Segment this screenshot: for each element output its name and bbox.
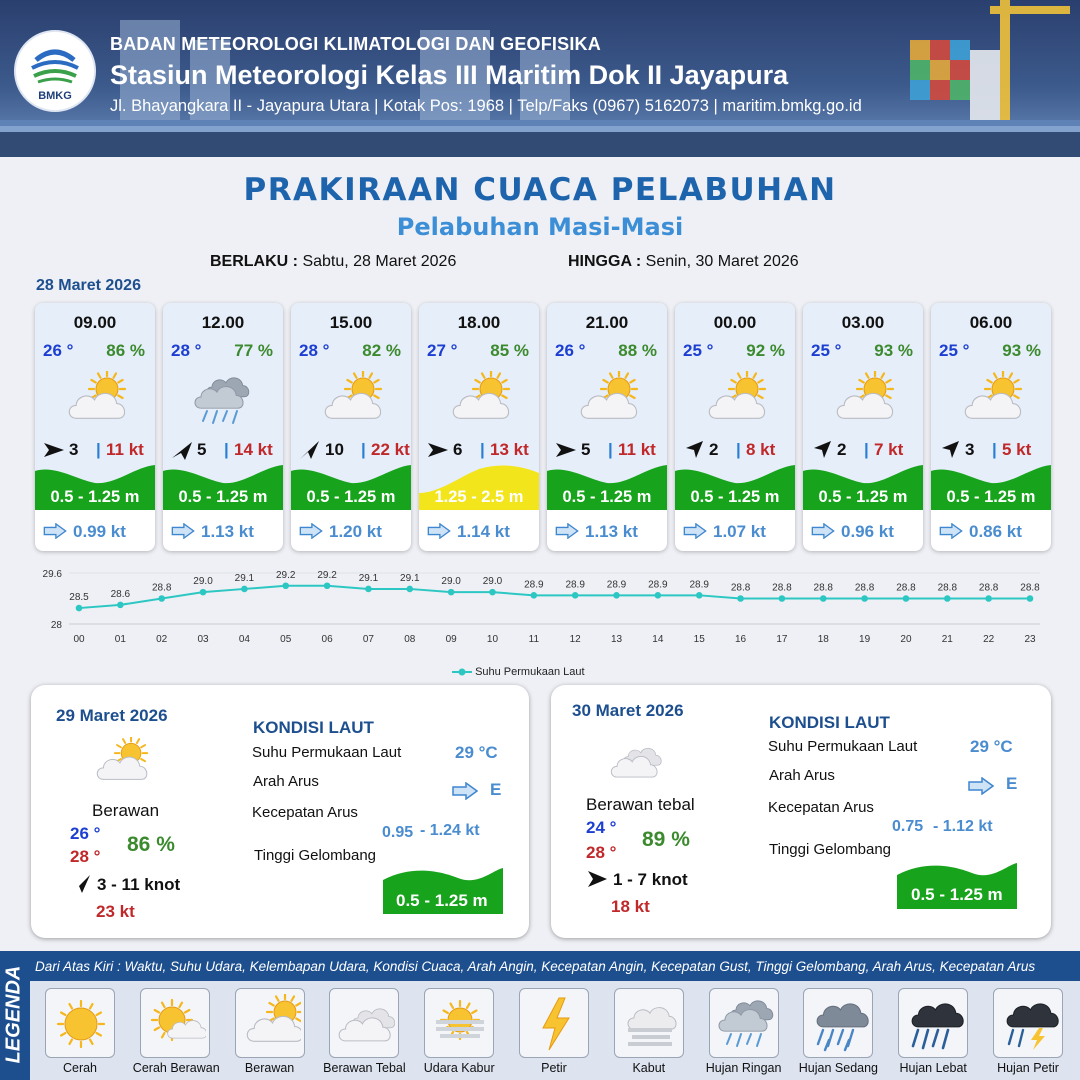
valid-to-value: Senin, 30 Maret 2026 xyxy=(645,253,799,270)
sea-condition-title: KONDISI LAUT xyxy=(769,713,890,732)
legend-item xyxy=(986,988,1070,1075)
current-direction-icon xyxy=(939,523,963,539)
legend-icon-box xyxy=(993,988,1063,1058)
legend-icon-box xyxy=(898,988,968,1058)
hujan-ringan-icon xyxy=(191,371,261,429)
current-speed: 1.20 kt xyxy=(329,522,382,541)
day-temp-max: 28 ° xyxy=(586,843,617,862)
data-point xyxy=(200,589,207,596)
legend-icon-box xyxy=(140,988,210,1058)
forecast-time: 03.00 xyxy=(841,313,885,332)
chart-legend xyxy=(452,666,585,678)
wind-separator: | xyxy=(361,440,366,459)
wave-height: 0.5 - 1.25 m xyxy=(562,488,652,506)
wind-separator: | xyxy=(736,440,741,459)
humidity: 88 % xyxy=(618,341,657,360)
x-tick-label: 09 xyxy=(445,634,457,645)
legend-item xyxy=(891,988,975,1075)
legend-panel xyxy=(0,951,1080,1080)
data-point xyxy=(572,592,579,599)
wind-direction-icon xyxy=(555,439,577,461)
berawan-icon xyxy=(831,371,901,429)
data-label: 28.8 xyxy=(730,582,751,594)
data-point xyxy=(737,595,744,602)
legend-item xyxy=(417,988,501,1075)
forecast-card-1500 xyxy=(291,303,411,551)
legend-item xyxy=(796,988,880,1075)
data-label: 28.9 xyxy=(606,579,627,591)
legend-label: Berawan Tebal xyxy=(323,1061,406,1075)
current-speed-min: 0.75 xyxy=(892,818,924,835)
wind-separator: | xyxy=(992,440,997,459)
x-tick-label: 17 xyxy=(776,634,788,645)
forecast-time: 06.00 xyxy=(969,313,1013,332)
legend-label: Udara Kabur xyxy=(423,1061,495,1075)
wind-direction-icon xyxy=(427,439,449,461)
legend-label: Hujan Sedang xyxy=(798,1061,878,1075)
wind-speed: 6 xyxy=(453,440,463,459)
legend-icon-box xyxy=(235,988,305,1058)
legend-item xyxy=(38,988,122,1075)
air-temperature: 25 ° xyxy=(939,341,970,360)
x-tick-label: 07 xyxy=(362,634,374,645)
current-direction-icon xyxy=(452,782,478,800)
sst-label: Suhu Permukaan Laut xyxy=(252,744,402,761)
day-condition: Berawan tebal xyxy=(586,795,695,814)
wind-separator: | xyxy=(864,440,869,459)
legend-label: Berawan xyxy=(244,1061,295,1075)
x-tick-label: 15 xyxy=(693,634,705,645)
wind-separator: | xyxy=(608,440,613,459)
wind-separator: | xyxy=(224,440,229,459)
wave-height: 0.5 - 1.25 m xyxy=(50,488,140,506)
x-tick-label: 06 xyxy=(321,634,333,645)
legend-item xyxy=(702,988,786,1075)
x-tick-label: 13 xyxy=(610,634,623,645)
data-point xyxy=(448,589,455,596)
data-point xyxy=(655,592,662,599)
legend-icon-box xyxy=(424,988,494,1058)
x-tick-label: 21 xyxy=(941,634,953,645)
hujan-petir-icon xyxy=(999,994,1059,1054)
gust-speed: 22 kt xyxy=(371,440,410,459)
forecast-card-0600 xyxy=(931,303,1051,551)
wind-direction-icon xyxy=(43,439,65,461)
day-temp-min: 24 ° xyxy=(586,818,617,837)
berawan-tebal-icon xyxy=(607,735,671,787)
forecast-card-0900 xyxy=(35,303,155,551)
day-temp-min: 26 ° xyxy=(70,824,101,843)
current-direction-icon xyxy=(811,523,835,539)
hujan-sedang-icon xyxy=(809,994,869,1054)
wind-speed: 2 xyxy=(709,440,719,459)
gust-speed: 14 kt xyxy=(234,440,273,459)
berawan-icon xyxy=(241,994,301,1054)
data-point xyxy=(282,582,289,589)
data-point xyxy=(489,589,496,596)
legend-item xyxy=(322,988,406,1075)
gust-speed: 5 kt xyxy=(1002,440,1032,459)
current-speed: 1.07 kt xyxy=(713,522,766,541)
sea-condition-title: KONDISI LAUT xyxy=(253,718,374,737)
air-temperature: 28 ° xyxy=(171,341,202,360)
x-tick-label: 02 xyxy=(156,634,168,645)
data-label: 28.9 xyxy=(648,579,668,591)
hujan-ringan-icon xyxy=(715,994,775,1054)
legend-icon-box xyxy=(709,988,779,1058)
humidity: 77 % xyxy=(234,341,273,360)
valid-from xyxy=(210,253,456,271)
current-dir-value: E xyxy=(1006,774,1018,793)
data-label: 28.9 xyxy=(689,579,709,591)
series-line xyxy=(79,586,1030,608)
hujan-lebat-icon xyxy=(904,994,964,1054)
forecast-time: 15.00 xyxy=(329,313,373,332)
forecast-card-1800 xyxy=(419,303,539,551)
data-point xyxy=(241,586,248,593)
data-label: 28.9 xyxy=(524,579,544,591)
current-speed-label: Kecepatan Arus xyxy=(252,804,358,821)
current-direction-icon xyxy=(968,777,994,795)
wind-speed: 10 xyxy=(325,440,344,459)
x-tick-label: 19 xyxy=(859,634,871,645)
station-address: Jl. Bhayangkara II - Jayapura Utara | Kotak Pos: 1968 | Telp/Faks (0967) 5162073 | maritim.bmkg.go.id xyxy=(110,97,862,115)
valid-to xyxy=(568,253,799,271)
kabut-icon xyxy=(620,994,680,1054)
legend-label: Petir xyxy=(541,1061,567,1075)
wind-direction-icon xyxy=(683,439,705,461)
forecast-time: 09.00 xyxy=(73,313,117,332)
gust-speed: 7 kt xyxy=(874,440,904,459)
current-dir-value: E xyxy=(490,780,502,799)
current-direction-icon xyxy=(299,523,323,539)
data-point xyxy=(985,595,992,602)
current-direction-icon xyxy=(555,523,579,539)
chart-legend-label: Suhu Permukaan Laut xyxy=(475,666,585,678)
current-speed-rest: - 1.24 kt xyxy=(420,822,480,839)
berawan-icon xyxy=(63,371,133,429)
x-tick-label: 08 xyxy=(404,634,416,645)
x-tick-label: 01 xyxy=(114,634,126,645)
page-title: PRAKIRAAN CUACA PELABUHAN xyxy=(243,172,837,208)
data-label: 29.2 xyxy=(276,569,296,581)
wind-speed: 5 xyxy=(197,440,207,459)
legend-title: LEGENDA xyxy=(2,965,25,1064)
day-wind-speed: 3 - 11 knot xyxy=(97,875,181,894)
air-temperature: 25 ° xyxy=(683,341,714,360)
data-label: 28.8 xyxy=(813,582,833,594)
x-tick-label: 11 xyxy=(528,634,540,645)
x-tick-label: 00 xyxy=(73,634,85,645)
current-speed-rest: - 1.12 kt xyxy=(933,818,993,835)
valid-to-label: HINGGA : xyxy=(568,253,642,270)
data-point xyxy=(696,592,703,599)
forecast-card-0300 xyxy=(803,303,923,551)
day-temp-max: 28 ° xyxy=(70,847,101,866)
organization-name: BADAN METEOROLOGI KLIMATOLOGI DAN GEOFISIKA xyxy=(110,34,601,54)
current-speed: 1.13 kt xyxy=(585,522,638,541)
air-temperature: 27 ° xyxy=(427,341,458,360)
legend-description: Dari Atas Kiri : Waktu, Suhu Udara, Kelembapan Udara, Kondisi Cuaca, Arah Angin, Kecepatan Angin, Kecepatan Gust, Tinggi Gelombang, Arah Arus, Kecepatan Arus xyxy=(35,959,1036,974)
data-label: 28.5 xyxy=(69,592,89,604)
cerah-berawan-icon xyxy=(146,994,206,1054)
day-wind-speed: 1 - 7 knot xyxy=(613,870,688,889)
current-speed: 1.14 kt xyxy=(457,522,510,541)
humidity: 86 % xyxy=(106,341,145,360)
day-date: 30 Maret 2026 xyxy=(572,701,684,720)
humidity: 85 % xyxy=(490,341,529,360)
humidity: 93 % xyxy=(1002,341,1041,360)
data-point xyxy=(76,605,83,612)
current-speed: 0.86 kt xyxy=(969,522,1022,541)
air-temperature: 25 ° xyxy=(811,341,842,360)
legend-label: Kabut xyxy=(632,1061,666,1075)
data-label: 29.0 xyxy=(441,576,461,588)
berawan-icon xyxy=(91,737,155,789)
wave-height: 0.5 - 1.25 m xyxy=(178,488,268,506)
legend-label: Hujan Lebat xyxy=(899,1061,967,1075)
forecast-card-0000 xyxy=(675,303,795,551)
data-point xyxy=(1027,595,1034,602)
current-speed-min: 0.95 xyxy=(382,824,414,841)
current-direction-icon xyxy=(43,523,67,539)
header-banner xyxy=(0,0,1080,157)
current-dir-label: Arah Arus xyxy=(253,773,319,790)
data-label: 29.1 xyxy=(400,572,420,584)
x-tick-label: 05 xyxy=(280,634,292,645)
logo-text: BMKG xyxy=(38,90,72,102)
wave-height: 1.25 - 2.5 m xyxy=(434,488,524,506)
forecast-time: 00.00 xyxy=(713,313,757,332)
forecast-time: 21.00 xyxy=(585,313,629,332)
wind-speed: 2 xyxy=(837,440,847,459)
data-point xyxy=(613,592,620,599)
current-dir-label: Arah Arus xyxy=(769,767,835,784)
day-humidity: 89 % xyxy=(642,828,690,851)
legend-icon-box xyxy=(614,988,684,1058)
wave-label: Tinggi Gelombang xyxy=(769,841,892,858)
forecast-card-1200 xyxy=(163,303,283,551)
legend-label: Hujan Petir xyxy=(997,1061,1059,1075)
gust-speed: 13 kt xyxy=(490,440,529,459)
wind-direction-icon xyxy=(299,439,321,461)
legend-icon-box xyxy=(519,988,589,1058)
air-temperature: 26 ° xyxy=(43,341,74,360)
wind-direction-icon xyxy=(811,439,833,461)
legend-side-bar xyxy=(0,951,30,1080)
wind-direction-icon xyxy=(586,868,608,890)
data-label: 29.2 xyxy=(317,569,337,581)
current-speed-label: Kecepatan Arus xyxy=(768,799,874,816)
chart-legend-swatch xyxy=(452,667,472,677)
x-tick-label: 12 xyxy=(569,634,581,645)
sst-value: 29 °C xyxy=(970,737,1013,756)
data-label: 28.8 xyxy=(978,582,999,594)
data-label: 28.9 xyxy=(565,579,585,591)
y-tick-label: 29.6 xyxy=(42,569,62,580)
x-tick-label: 04 xyxy=(238,634,250,645)
day-gust: 23 kt xyxy=(96,902,135,921)
current-speed: 0.99 kt xyxy=(73,522,126,541)
gust-speed: 8 kt xyxy=(746,440,776,459)
wind-direction-icon xyxy=(171,439,193,461)
data-label: 28.8 xyxy=(772,582,792,594)
day-summary-29 xyxy=(31,685,529,938)
legend-item xyxy=(228,988,312,1075)
data-point xyxy=(365,586,372,593)
data-label: 29.0 xyxy=(193,576,213,588)
data-point xyxy=(820,595,827,602)
port-name: Pelabuhan Masi-Masi xyxy=(396,213,684,241)
wave-height-value: 0.5 - 1.25 m xyxy=(911,885,1003,904)
y-tick-label: 28 xyxy=(50,620,62,631)
air-temperature: 26 ° xyxy=(555,341,586,360)
humidity: 82 % xyxy=(362,341,401,360)
wind-direction-icon xyxy=(939,439,961,461)
wave-height-value: 0.5 - 1.25 m xyxy=(396,891,488,910)
wind-separator: | xyxy=(96,440,101,459)
current-speed: 0.96 kt xyxy=(841,522,894,541)
day-summary-30 xyxy=(551,685,1051,938)
berawan-icon xyxy=(447,371,517,429)
current-direction-icon xyxy=(427,523,451,539)
gust-speed: 11 kt xyxy=(106,440,144,459)
valid-from-label: BERLAKU : xyxy=(210,253,298,270)
wave-height: 0.5 - 1.25 m xyxy=(946,488,1036,506)
data-point xyxy=(861,595,868,602)
data-point xyxy=(944,595,951,602)
legend-icon-box xyxy=(803,988,873,1058)
bmkg-logo xyxy=(14,30,96,112)
current-speed: 1.13 kt xyxy=(201,522,254,541)
day-humidity: 86 % xyxy=(127,833,175,856)
current-direction-icon xyxy=(683,523,707,539)
berawan-icon xyxy=(575,371,645,429)
data-label: 28.8 xyxy=(896,582,916,594)
legend-item xyxy=(607,988,691,1075)
legend-label: Hujan Ringan xyxy=(705,1061,782,1075)
humidity: 92 % xyxy=(746,341,785,360)
x-tick-label: 20 xyxy=(900,634,912,645)
forecast-time: 18.00 xyxy=(457,313,501,332)
forecast-card-2100 xyxy=(547,303,667,551)
wind-speed: 3 xyxy=(69,440,79,459)
station-name: Stasiun Meteorologi Kelas III Maritim Dok II Jayapura xyxy=(110,60,789,90)
udara-kabur-icon xyxy=(430,994,490,1054)
wind-direction-icon xyxy=(70,873,92,895)
x-tick-label: 03 xyxy=(197,634,209,645)
data-label: 29.1 xyxy=(358,572,379,584)
valid-from-value: Sabtu, 28 Maret 2026 xyxy=(302,253,457,270)
data-label: 28.8 xyxy=(937,582,958,594)
data-point xyxy=(324,582,331,589)
gust-speed: 11 kt xyxy=(618,440,656,459)
x-tick-label: 14 xyxy=(652,634,664,645)
legend-label: Cerah Berawan xyxy=(132,1061,220,1075)
data-label: 29.1 xyxy=(234,572,255,584)
day-gust: 18 kt xyxy=(611,897,650,916)
data-label: 29.0 xyxy=(482,576,503,588)
sst-label: Suhu Permukaan Laut xyxy=(768,738,918,755)
legend-description-bar xyxy=(30,951,1080,981)
sst-value: 29 °C xyxy=(455,743,498,762)
humidity: 93 % xyxy=(874,341,913,360)
wind-speed: 5 xyxy=(581,440,591,459)
x-tick-label: 18 xyxy=(817,634,829,645)
legend-label: Cerah xyxy=(62,1061,98,1075)
legend-item xyxy=(512,988,596,1075)
air-temperature: 28 ° xyxy=(299,341,330,360)
berawan-icon xyxy=(319,371,389,429)
current-direction-icon xyxy=(171,523,195,539)
x-tick-label: 16 xyxy=(735,634,747,645)
wave-height: 0.5 - 1.25 m xyxy=(818,488,908,506)
wave-height: 0.5 - 1.25 m xyxy=(306,488,396,506)
data-point xyxy=(158,595,165,602)
petir-icon xyxy=(525,994,585,1054)
data-point xyxy=(117,602,124,609)
day-date: 29 Maret 2026 xyxy=(56,706,168,725)
forecast-date: 28 Maret 2026 xyxy=(36,277,141,294)
wind-speed: 3 xyxy=(965,440,975,459)
legend-item xyxy=(132,988,220,1075)
berawan-tebal-icon xyxy=(335,994,395,1054)
legend-icon-box xyxy=(329,988,399,1058)
wave-height: 0.5 - 1.25 m xyxy=(690,488,780,506)
cerah-icon xyxy=(51,994,111,1054)
day-condition: Berawan xyxy=(92,801,160,820)
wind-separator: | xyxy=(480,440,485,459)
data-label: 28.8 xyxy=(854,582,875,594)
wave-label: Tinggi Gelombang xyxy=(254,847,377,864)
data-label: 28.8 xyxy=(1020,582,1040,594)
x-tick-label: 10 xyxy=(486,634,499,645)
berawan-icon xyxy=(703,371,773,429)
x-tick-label: 23 xyxy=(1024,634,1036,645)
data-point xyxy=(531,592,538,599)
forecast-time: 12.00 xyxy=(201,313,245,332)
data-point xyxy=(903,595,910,602)
data-label: 28.8 xyxy=(151,582,172,594)
legend-icon-box xyxy=(45,988,115,1058)
data-point xyxy=(779,595,786,602)
data-label: 28.6 xyxy=(110,588,131,600)
data-point xyxy=(406,586,413,593)
berawan-icon xyxy=(959,371,1029,429)
x-tick-label: 22 xyxy=(983,634,995,645)
